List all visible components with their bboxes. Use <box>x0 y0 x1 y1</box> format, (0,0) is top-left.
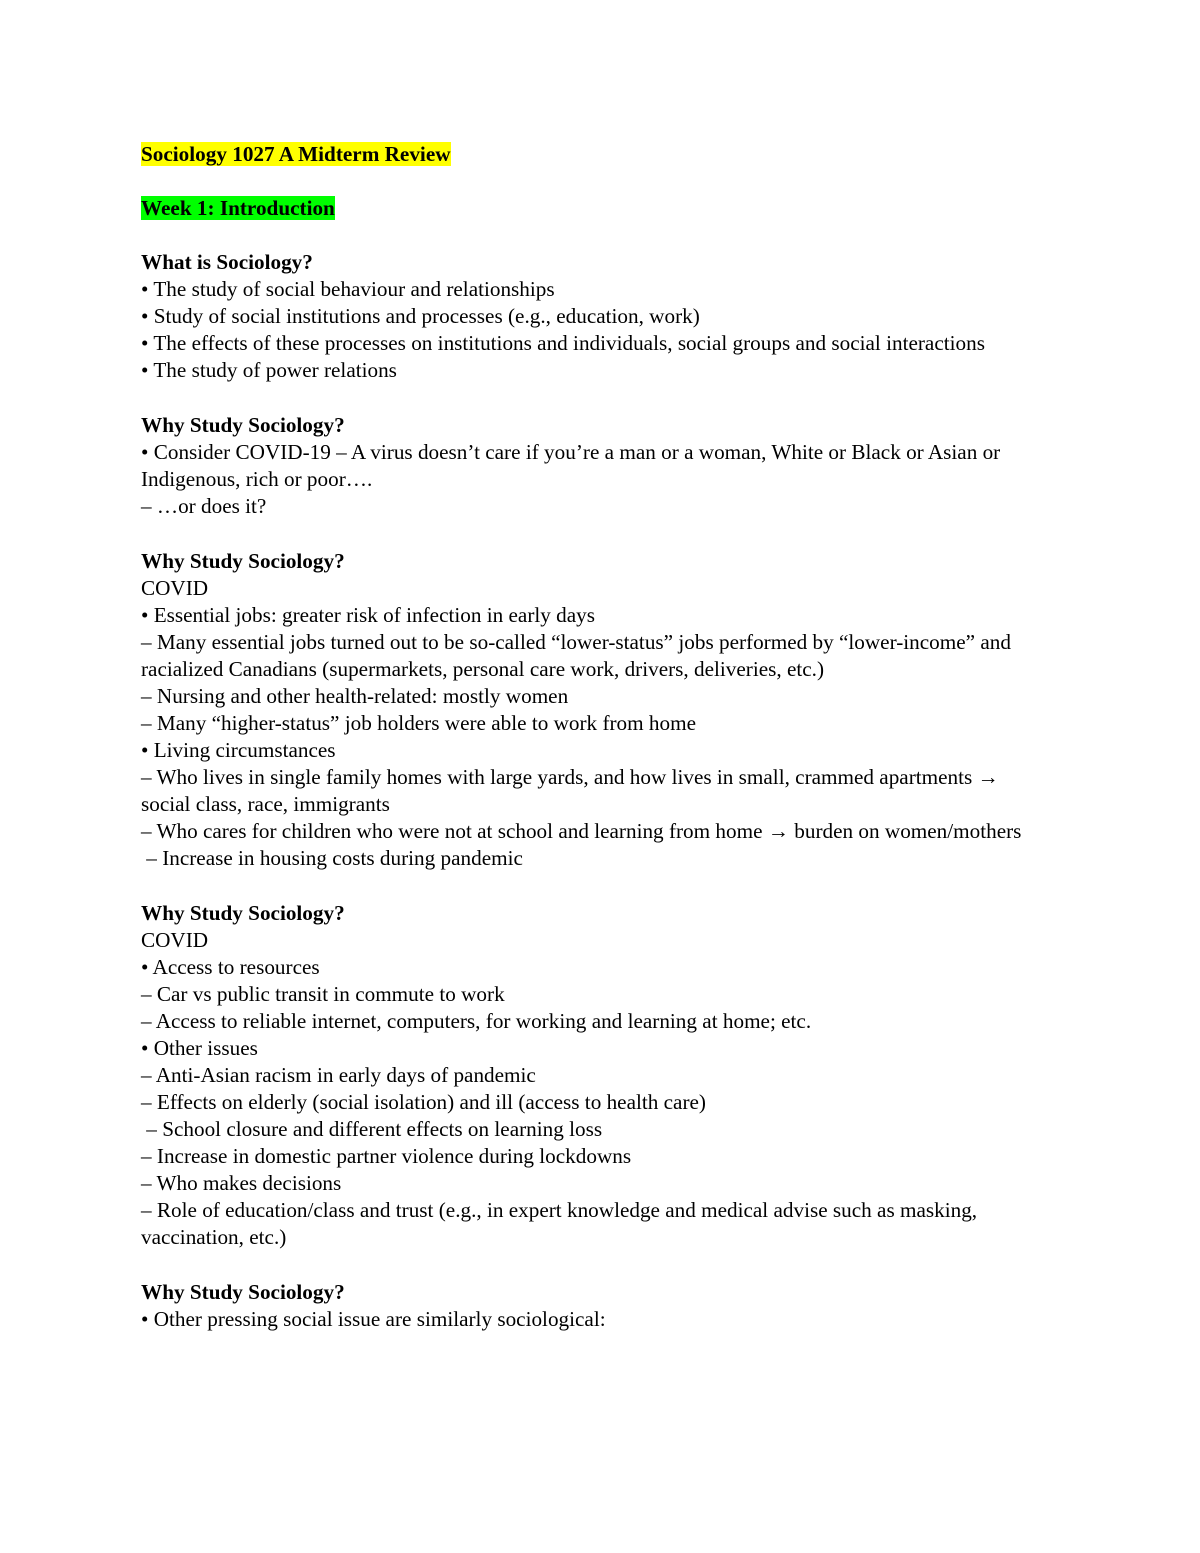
list-item: • The study of power relations <box>141 358 397 382</box>
section-what-is-sociology <box>141 249 1041 384</box>
list-item: • Consider COVID-19 – A virus doesn’t care if you’re a man or a woman, White or Black or Asian or Indigenous, rich or poor…. <box>141 440 1006 491</box>
list-item: • Access to resources <box>141 955 320 979</box>
section-why-study-2 <box>141 548 1041 872</box>
list-item: – Role of education/class and trust (e.g., in expert knowledge and medical advise such as masking, vaccination, etc.) <box>141 1198 983 1249</box>
section-heading: Why Study Sociology? <box>141 901 345 925</box>
list-item: – Effects on elderly (social isolation) and ill (access to health care) <box>141 1090 706 1114</box>
list-item: • The effects of these processes on institutions and individuals, social groups and social interactions <box>141 331 985 355</box>
list-item: – Anti-Asian racism in early days of pandemic <box>141 1063 536 1087</box>
list-item: – Who lives in single family homes with large yards, and how lives in small, crammed apartments → social class, race, immigrants <box>141 765 1005 816</box>
list-item: • Study of social institutions and processes (e.g., education, work) <box>141 304 700 328</box>
section-why-study-1 <box>141 412 1041 520</box>
week-heading: Week 1: Introduction <box>141 196 335 220</box>
list-item: – Many essential jobs turned out to be so-called “lower-status” jobs performed by “lower-income” and racialized Canadians (supermarkets, personal care work, drivers, deliveries, etc.) <box>141 630 1017 681</box>
list-item: – Who cares for children who were not at school and learning from home → burden on women/mothers <box>141 819 1022 843</box>
list-item: – Many “higher-status” job holders were able to work from home <box>141 711 697 735</box>
week-heading-line <box>141 195 1041 222</box>
list-item: COVID <box>141 576 209 600</box>
list-item: – …or does it? <box>141 494 267 518</box>
list-item: – Car vs public transit in commute to work <box>141 982 505 1006</box>
list-item: COVID <box>141 928 209 952</box>
list-item: • Essential jobs: greater risk of infection in early days <box>141 603 595 627</box>
list-item: – Nursing and other health-related: mostly women <box>141 684 569 708</box>
list-item: – School closure and different effects on learning loss <box>141 1117 603 1141</box>
list-item: • Living circumstances <box>141 738 336 762</box>
section-heading: Why Study Sociology? <box>141 549 345 573</box>
section-heading: What is Sociology? <box>141 250 313 274</box>
list-item: – Increase in housing costs during pandemic <box>141 846 523 870</box>
document-title: Sociology 1027 A Midterm Review <box>141 142 451 166</box>
list-item: – Access to reliable internet, computers, for working and learning at home; etc. <box>141 1009 812 1033</box>
list-item: • The study of social behaviour and relationships <box>141 277 555 301</box>
section-why-study-3 <box>141 900 1041 1251</box>
list-item: – Who makes decisions <box>141 1171 342 1195</box>
document-title-line <box>141 141 1041 168</box>
list-item: • Other pressing social issue are similarly sociological: <box>141 1307 606 1331</box>
list-item: – Increase in domestic partner violence during lockdowns <box>141 1144 632 1168</box>
document-page <box>141 141 1041 1361</box>
section-heading: Why Study Sociology? <box>141 1280 345 1304</box>
list-item: • Other issues <box>141 1036 258 1060</box>
section-why-study-4 <box>141 1279 1041 1333</box>
section-heading: Why Study Sociology? <box>141 413 345 437</box>
